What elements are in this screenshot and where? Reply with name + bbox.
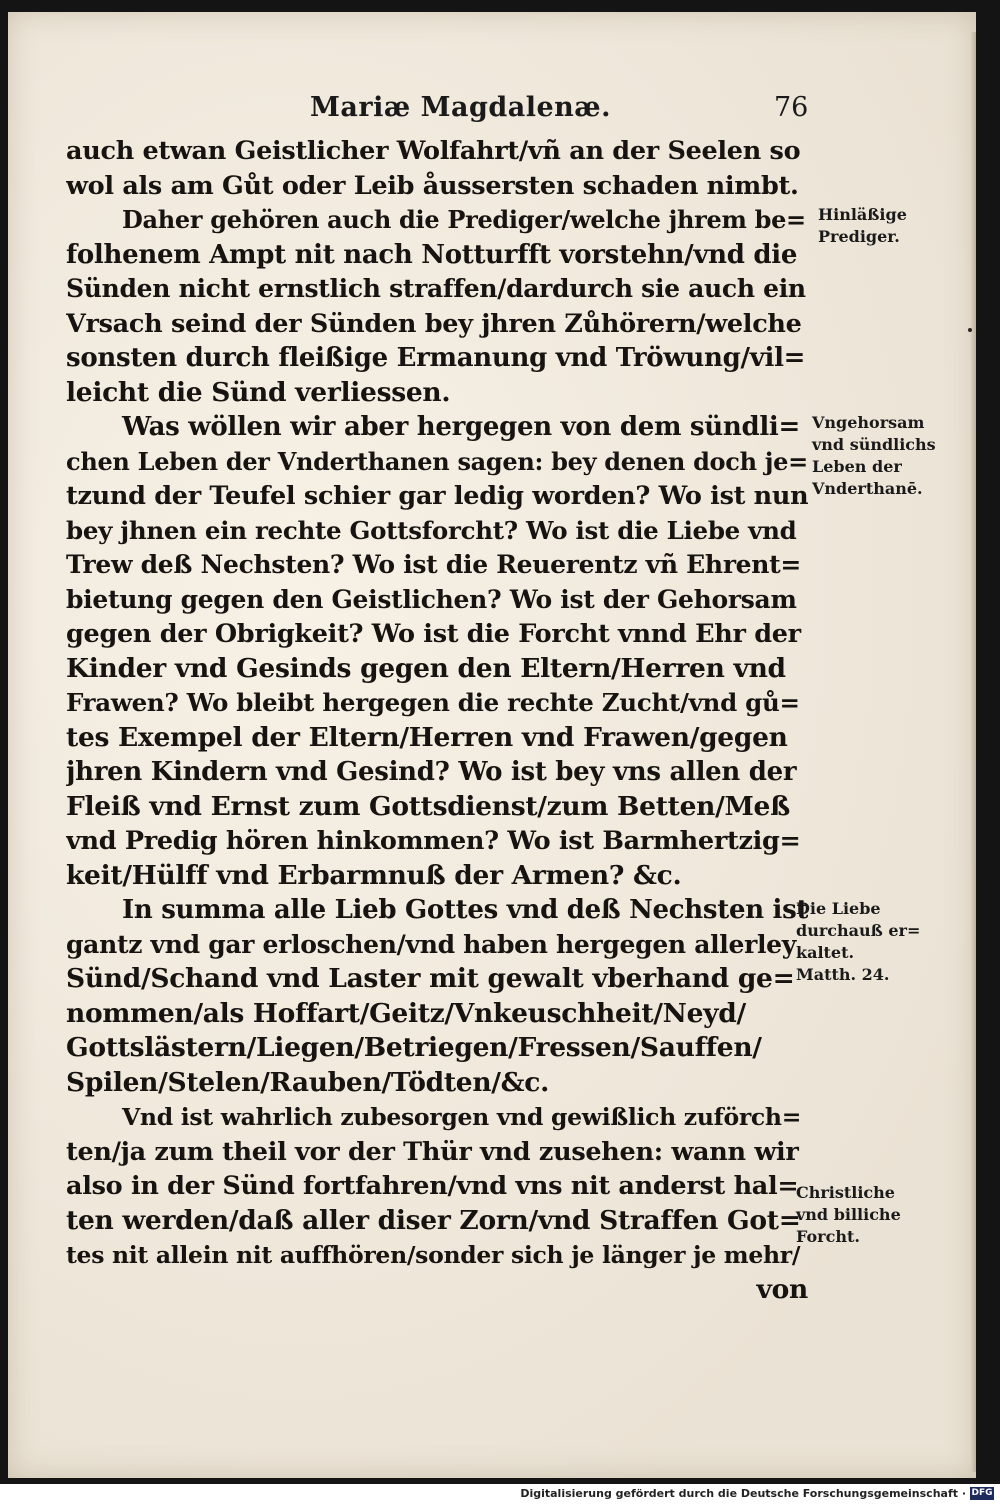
text-line: leicht die Sünd verliessen. bbox=[66, 376, 451, 408]
text-line: ten werden/daß aller diser Zorn/vnd Straffen Got= bbox=[66, 1204, 801, 1236]
dfg-logo-icon: DFG bbox=[971, 1488, 993, 1498]
text-line: nommen/als Hoffart/Geitz/Vnkeuschheit/Neyd/ bbox=[66, 997, 746, 1029]
footer-bar bbox=[0, 1484, 1000, 1504]
marginal-note-line: Forcht. bbox=[796, 1227, 860, 1246]
marginal-note-forcht bbox=[796, 1182, 901, 1248]
text-line: chen Leben der Vnderthanen sagen: bey denen doch je= bbox=[66, 446, 808, 476]
marginal-note-line: vnd billiche bbox=[796, 1205, 901, 1224]
page-edge bbox=[971, 32, 976, 1472]
text-line: sonsten durch fleißige Ermanung vnd Tröwung/vil= bbox=[66, 343, 806, 373]
text-line: vnd Predig hören hinkommen? Wo ist Barmhertzig= bbox=[66, 826, 801, 856]
text-line: folhenem Ampt nit nach Notturfft vorstehn/vnd die bbox=[66, 239, 798, 270]
text-line: tzund der Teufel schier gar ledig worden? Wo ist nun bbox=[66, 481, 808, 511]
text-line: auch etwan Geistlicher Wolfahrt/vñ an der Seelen so bbox=[66, 136, 801, 166]
marginal-note-liebe bbox=[796, 898, 920, 986]
text-line: Gottslästern/Liegen/Betriegen/Fressen/Sauffen/ bbox=[66, 1032, 762, 1063]
text-line: Daher gehören auch die Prediger/welche jhrem be= bbox=[122, 205, 806, 234]
text-line: Spilen/Stelen/Rauben/Tödten/&c. bbox=[66, 1066, 550, 1098]
catchword: von bbox=[756, 1273, 808, 1305]
text-line: Vrsach seind der Sünden bey jhren Zůhörern/welche bbox=[66, 308, 802, 339]
marginal-note-vngehorsam bbox=[812, 412, 936, 500]
text-line: also in der Sünd fortfahren/vnd vns nit anderst hal= bbox=[66, 1171, 799, 1201]
marginal-note-line: Prediger. bbox=[818, 227, 900, 246]
text-line: Frawen? Wo bleibt hergegen die rechte Zucht/vnd gů= bbox=[66, 688, 800, 717]
text-line: keit/Hülff vnd Erbarmnuß der Armen? &c. bbox=[66, 859, 682, 891]
text-line: jhren Kindern vnd Gesind? Wo ist bey vns allen der bbox=[66, 757, 797, 787]
marginal-note-line: Vnderthanē. bbox=[812, 479, 923, 498]
text-line: Vnd ist wahrlich zubesorgen vnd gewißlich zuförch= bbox=[122, 1103, 802, 1131]
footer-credit: Digitalisierung gefördert durch die Deutsche Forschungsgemeinschaft · bbox=[520, 1487, 966, 1500]
text-line: Trew deß Nechsten? Wo ist die Reuerentz vñ Ehrent= bbox=[66, 550, 802, 579]
text-line: Fleiß vnd Ernst zum Gottsdienst/zum Betten/Meß bbox=[66, 790, 790, 822]
marginal-note-line: Vngehorsam bbox=[812, 413, 925, 432]
marginal-note-line: kaltet. bbox=[796, 943, 855, 962]
marginal-note-line: Christliche bbox=[796, 1183, 895, 1202]
marginal-note-prediger bbox=[818, 204, 907, 248]
text-line: wol als am Gůt oder Leib åussersten schaden nimbt. bbox=[66, 170, 799, 201]
marginal-note-line: Hinläßige bbox=[818, 205, 907, 224]
folio-number: 76 bbox=[774, 92, 809, 123]
text-line: gantz vnd gar erloschen/vnd haben hergegen allerley bbox=[66, 929, 797, 959]
text-line: bey jhnen ein rechte Gottsforcht? Wo ist die Liebe vnd bbox=[66, 515, 797, 545]
text-line: gegen der Obrigkeit? Wo ist die Forcht vnnd Ehr der bbox=[66, 619, 801, 649]
marginal-note-line: Matth. 24. bbox=[796, 965, 890, 984]
text-line: Sünd/Schand vnd Laster mit gewalt vberhand ge= bbox=[66, 963, 795, 994]
book-page bbox=[8, 12, 976, 1478]
text-line: Was wöllen wir aber hergegen von dem sündli= bbox=[122, 412, 800, 442]
text-line: tes nit allein nit auffhören/sonder sich je länger je mehr/ bbox=[66, 1241, 801, 1269]
marginal-note-line: Die Liebe bbox=[796, 899, 881, 918]
text-line: In summa alle Lieb Gottes vnd deß Nechsten ist bbox=[122, 895, 808, 925]
marginal-note-line: vnd sündlichs bbox=[812, 435, 936, 454]
paper-speck bbox=[968, 328, 972, 332]
text-line: ten/ja zum theil vor der Thür vnd zusehen: wann wir bbox=[66, 1136, 799, 1167]
body-text bbox=[66, 134, 808, 1307]
running-head bbox=[8, 92, 976, 132]
text-line: Sünden nicht ernstlich straffen/dardurch sie auch ein bbox=[66, 274, 806, 303]
text-line: tes Exempel der Eltern/Herren vnd Frawen/gegen bbox=[66, 721, 788, 753]
text-line: Kinder vnd Gesinds gegen den Eltern/Herren vnd bbox=[66, 652, 786, 684]
marginal-note-line: durchauß er= bbox=[796, 921, 921, 940]
marginal-note-line: Leben der bbox=[812, 457, 902, 476]
running-title: Mariæ Magdalenæ. bbox=[310, 92, 612, 123]
text-line: bietung gegen den Geistlichen? Wo ist der Gehorsam bbox=[66, 584, 797, 614]
